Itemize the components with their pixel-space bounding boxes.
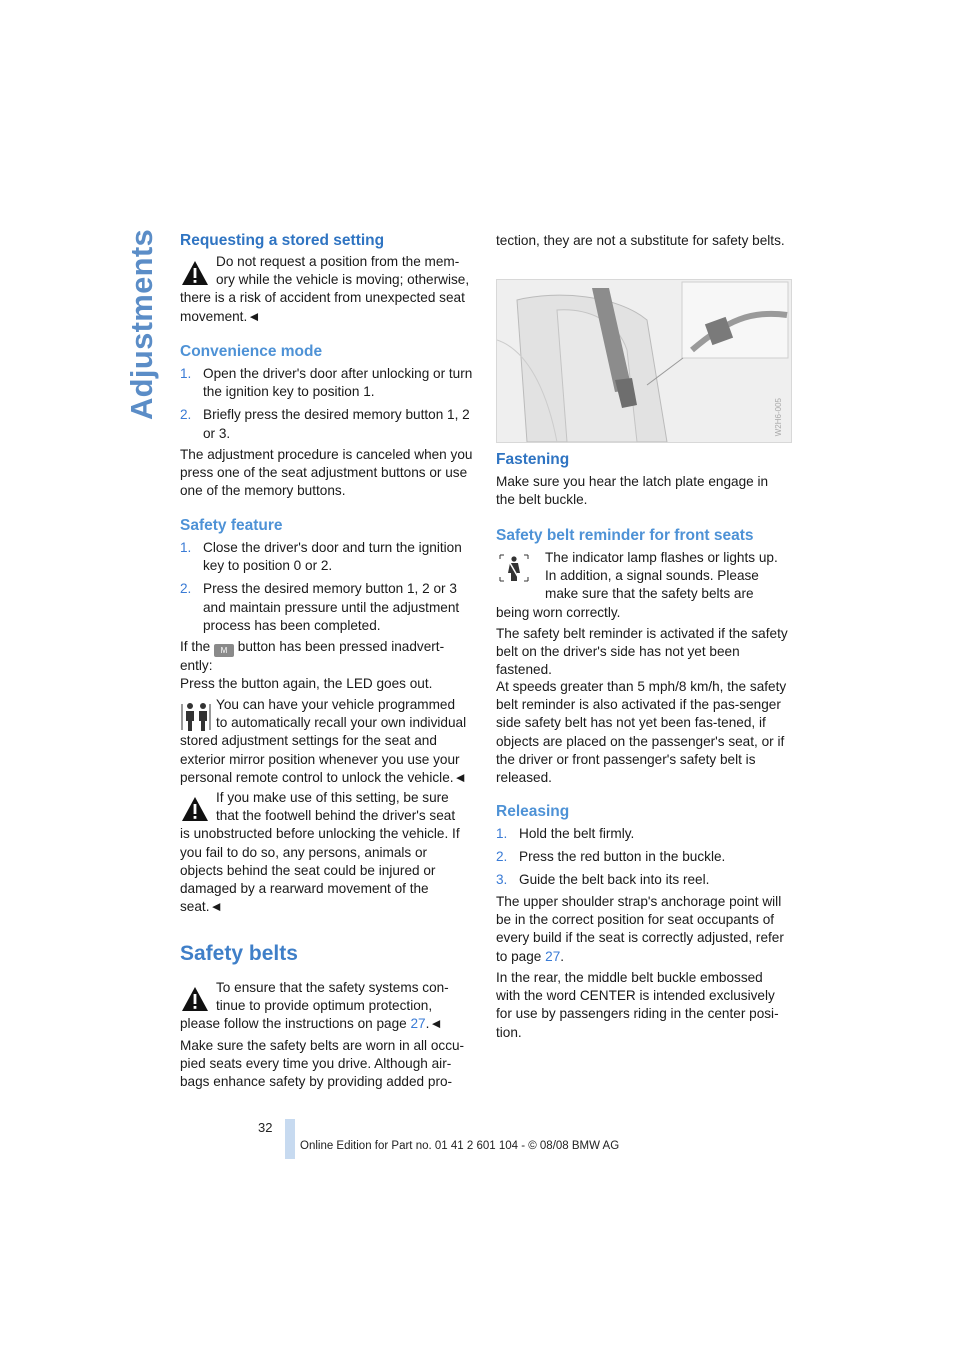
list-item: 2. Press the red button in the buckle. bbox=[496, 849, 726, 865]
seat-belt-illustration bbox=[497, 280, 791, 442]
heading-safety-feature: Safety feature bbox=[180, 517, 283, 534]
warning-triangle-icon bbox=[180, 984, 210, 1014]
section-tab bbox=[118, 230, 162, 450]
convenience-note: The adjustment procedure is canceled when you press one of the seat adjustment buttons or use one of the memory buttons. bbox=[180, 447, 473, 499]
page-27-link[interactable]: 27 bbox=[545, 948, 561, 964]
list-item: 3. Guide the belt back into its reel. bbox=[496, 872, 710, 888]
personal-profile-icon bbox=[180, 700, 212, 734]
warning-triangle-icon bbox=[180, 258, 210, 288]
memory-m-button-icon: M bbox=[214, 644, 234, 657]
warning-note-3: To ensure that the safety systems con- tinue to provide optimum protection, please follow the instructions on page 27.◄ bbox=[180, 980, 449, 1032]
heading-fastening: Fastening bbox=[496, 451, 570, 468]
list-item: 1. Hold the belt firmly. bbox=[496, 826, 635, 841]
page-27-link[interactable]: 27 bbox=[410, 1016, 426, 1032]
personal-profile-note: You can have your vehicle programmed to automatically recall your own individual stored adjustment settings for the seat and exterior mirror position whenever you use your personal remote control to unlock the vehicle.◄ bbox=[180, 697, 467, 785]
warning-note-1: Do not request a position from the mem- ory while the vehicle is moving; otherwise, there is a risk of accident from unexpected seat movement.◄ bbox=[180, 254, 470, 324]
heading-safety-belts: Safety belts bbox=[180, 942, 298, 965]
fastening-paragraph: Make sure you hear the latch plate engage in the belt buckle. bbox=[496, 474, 769, 508]
heading-releasing: Releasing bbox=[496, 803, 570, 820]
section-tab-label: Adjustments bbox=[124, 228, 159, 420]
page-number: 32 bbox=[258, 1120, 273, 1135]
heading-convenience-mode: Convenience mode bbox=[180, 343, 323, 360]
releasing-paragraph: The upper shoulder strap's anchorage point will be in the correct position for seat occupants of every build if the seat is correctly adjusted, refer to page 27. bbox=[496, 894, 784, 964]
reminder-paragraph-3: At speeds greater than 5 mph/8 km/h, the safety belt reminder is also activated if the pas-senger side safety belt has not yet been fas-tened, if objects are placed on the passenger's seat, or if the driver or front passenger's safety belt is released. bbox=[496, 679, 787, 786]
heading-requesting-stored-setting: Requesting a stored setting bbox=[180, 232, 385, 249]
center-buckle-paragraph: In the rear, the middle belt buckle embossed with the word CENTER is intended exclusively for use by passengers riding in the center posi-tion. bbox=[496, 970, 779, 1040]
belt-reminder-note: The indicator lamp flashes or lights up. In addition, a signal sounds. Please make sure that the safety belts are being worn correctly. bbox=[496, 550, 778, 620]
footer-edition: Online Edition for Part no. 01 41 2 601 104 - © 08/08 BMW AG bbox=[300, 1140, 620, 1152]
reminder-paragraph-2: The safety belt reminder is activated if the safety belt on the driver's side has not yet been fastened. bbox=[496, 626, 788, 678]
list-item: 1. Close the driver's door and turn the ignition key to position 0 or 2. bbox=[180, 540, 462, 574]
safety-feature-list bbox=[180, 539, 473, 635]
belts-paragraph: Make sure the safety belts are worn in all occu-pied seats every time you drive. Although air-bags enhance safety by providing added pro- bbox=[180, 1038, 465, 1090]
continuation-paragraph: tection, they are not a substitute for safety belts. bbox=[496, 233, 785, 248]
list-item: 2. Press the desired memory button 1, 2 or 3 and maintain pressure until the adjustment process has been completed. bbox=[180, 581, 460, 633]
image-code: W2H6-005 bbox=[773, 397, 783, 436]
list-item: 1. Open the driver's door after unlocking or turn the ignition key to position 1. bbox=[180, 366, 473, 400]
inadvertent-press-note: If the M button has been pressed inadvert- ently: Press the button again, the LED goes out. bbox=[180, 639, 445, 692]
seat-belt-indicator-icon bbox=[498, 551, 530, 585]
convenience-list bbox=[180, 365, 473, 443]
footer-accent-bar bbox=[285, 1119, 295, 1159]
warning-triangle-icon bbox=[180, 794, 210, 824]
list-item: 2. Briefly press the desired memory button 1, 2 or 3. bbox=[180, 407, 470, 441]
warning-note-2: If you make use of this setting, be sure that the footwell behind the driver's seat is unobstructed before unlocking the vehicle. If you fail to do so, any persons, animals or objects behind the seat could be injured or damaged by a rearward movement of the seat.◄ bbox=[180, 790, 460, 915]
heading-belt-reminder: Safety belt reminder for front seats bbox=[496, 527, 754, 544]
releasing-list bbox=[496, 825, 790, 890]
seat-belt-photo bbox=[496, 279, 792, 443]
